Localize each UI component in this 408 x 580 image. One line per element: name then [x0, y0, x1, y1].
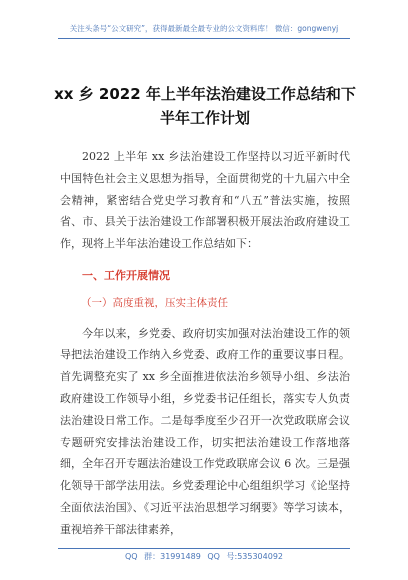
document-body: [60, 146, 350, 541]
section-heading: 一、工作开展情况: [82, 268, 170, 282]
page-header-banner: 关注头条号“公文研究”，获得最新最全最专业的公文资料库！ 微信：gongwenyj: [58, 22, 350, 39]
page-footer: QQ 群：31991489 QQ 号:535304092: [58, 548, 350, 562]
document-title: xx 乡 2022 年上半年法治建设工作总结和下半年工作计划: [54, 85, 356, 127]
intro-paragraph: 2022 上半年 xx 乡法治建设工作坚持以习近平新时代中国特色社会主义思想为指导，全面贯彻党的十九届六中全会精神，紧密结合党史学习教育和“八五”普法实施，按照省、市、县关于法治建设工作部署积极开展法治政府建设工作，现将上半年法治建设工作总结如下：: [60, 150, 350, 251]
body-paragraph: 今年以来，乡党委、政府切实加强对法治建设工作的领导把法治建设工作纳入乡党委、政府工作的重要议事日程。首先调整充实了 xx 乡全面推进依法治乡领导小组、乡法治政府建设工作领导小组，乡党委书记任组长，落实专人负责法治建设日常工作。二是每季度至少召开一次党政联席会议专题研究安排法治建设工作，切实把法治建设工作落地落细，全年召开专题法治建设工作党政联席会议 6 次。三是强化领导干部学法用法。乡党委理论中心组组织学习《论坚持全面依法治国》、《习近平法治思想学习纲要》等学习读本，重视培养干部法律素养，: [60, 326, 350, 536]
subsection-heading: （一）高度重视，压实主体责任: [81, 296, 228, 309]
